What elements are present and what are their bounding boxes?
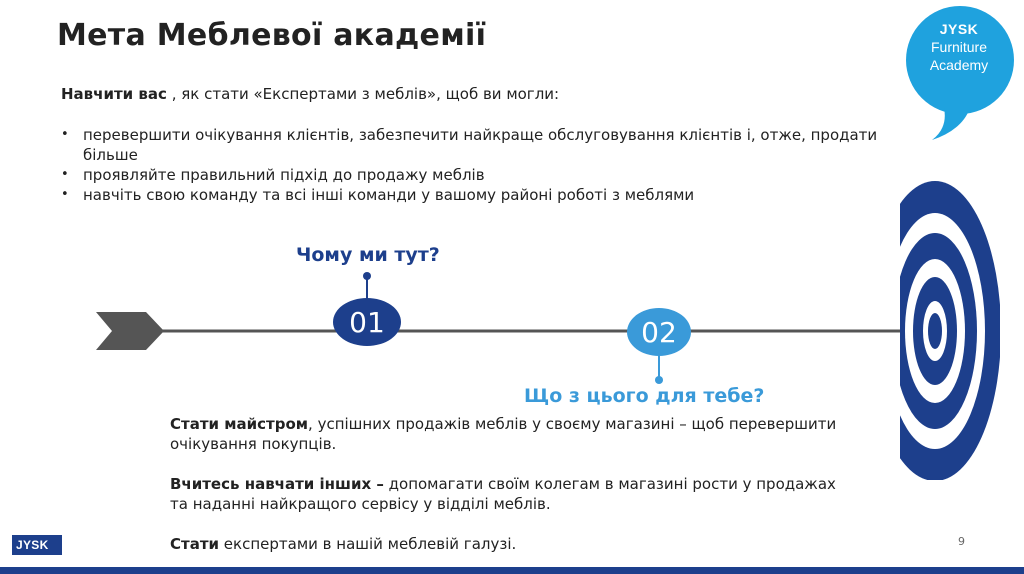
step2-dot <box>655 376 663 384</box>
step1-question: Чому ми тут? <box>296 244 440 266</box>
benefit-rest: експертами в нашій меблевій галузі. <box>219 535 517 553</box>
footer-bar <box>0 567 1024 574</box>
page-title: Мета Меблевої академії <box>57 18 487 53</box>
benefit-rest: допомагати своїм колегам в магазині рости у продажах та наданні найкращого сервісу у відділі меблів. <box>170 475 836 513</box>
bullet-icon: • <box>61 187 69 202</box>
benefit-bold: Стати майстром <box>170 415 309 433</box>
target-icon <box>900 180 1000 480</box>
benefit-paragraph <box>170 534 850 554</box>
goal-text: проявляйте правильний підхід до продажу меблів <box>83 166 485 184</box>
logo-line2: Academy <box>929 57 989 73</box>
intro-rest: , як стати «Експертами з меблів», щоб ви могли: <box>166 85 560 103</box>
bullet-icon: • <box>61 167 69 182</box>
benefit-bold: Стати <box>170 535 220 553</box>
logo-line1: Furniture <box>930 39 988 55</box>
goal-text: навчіть свою команду та всі інші команди у вашому районі роботі з меблями <box>83 186 695 204</box>
benefit-paragraph <box>170 414 850 454</box>
arrow-fletching-icon <box>96 312 164 350</box>
goal-text: перевершити очікування клієнтів, забезпечити найкраще обслуговування клієнтів і, отже, продати більше <box>83 126 878 164</box>
benefit-rest: , успішних продажів меблів у своєму магазині – щоб перевершити очікування покупців. <box>170 415 837 453</box>
step1-dot <box>363 272 371 280</box>
benefit-bold: Вчитесь навчати інших – <box>170 475 384 493</box>
page-number: 9 <box>958 535 965 548</box>
benefit-paragraph <box>170 474 850 514</box>
step2-number: 02 <box>641 316 677 349</box>
footer-jysk-logo: JYSK <box>12 535 62 555</box>
step1-number: 01 <box>349 306 385 339</box>
bullet-icon: • <box>61 127 69 142</box>
logo-brand: JYSK <box>939 21 979 37</box>
intro-bold: Навчити вас <box>61 85 167 103</box>
step2-question: Що з цього для тебе? <box>524 385 765 407</box>
benefits-text <box>170 414 850 574</box>
